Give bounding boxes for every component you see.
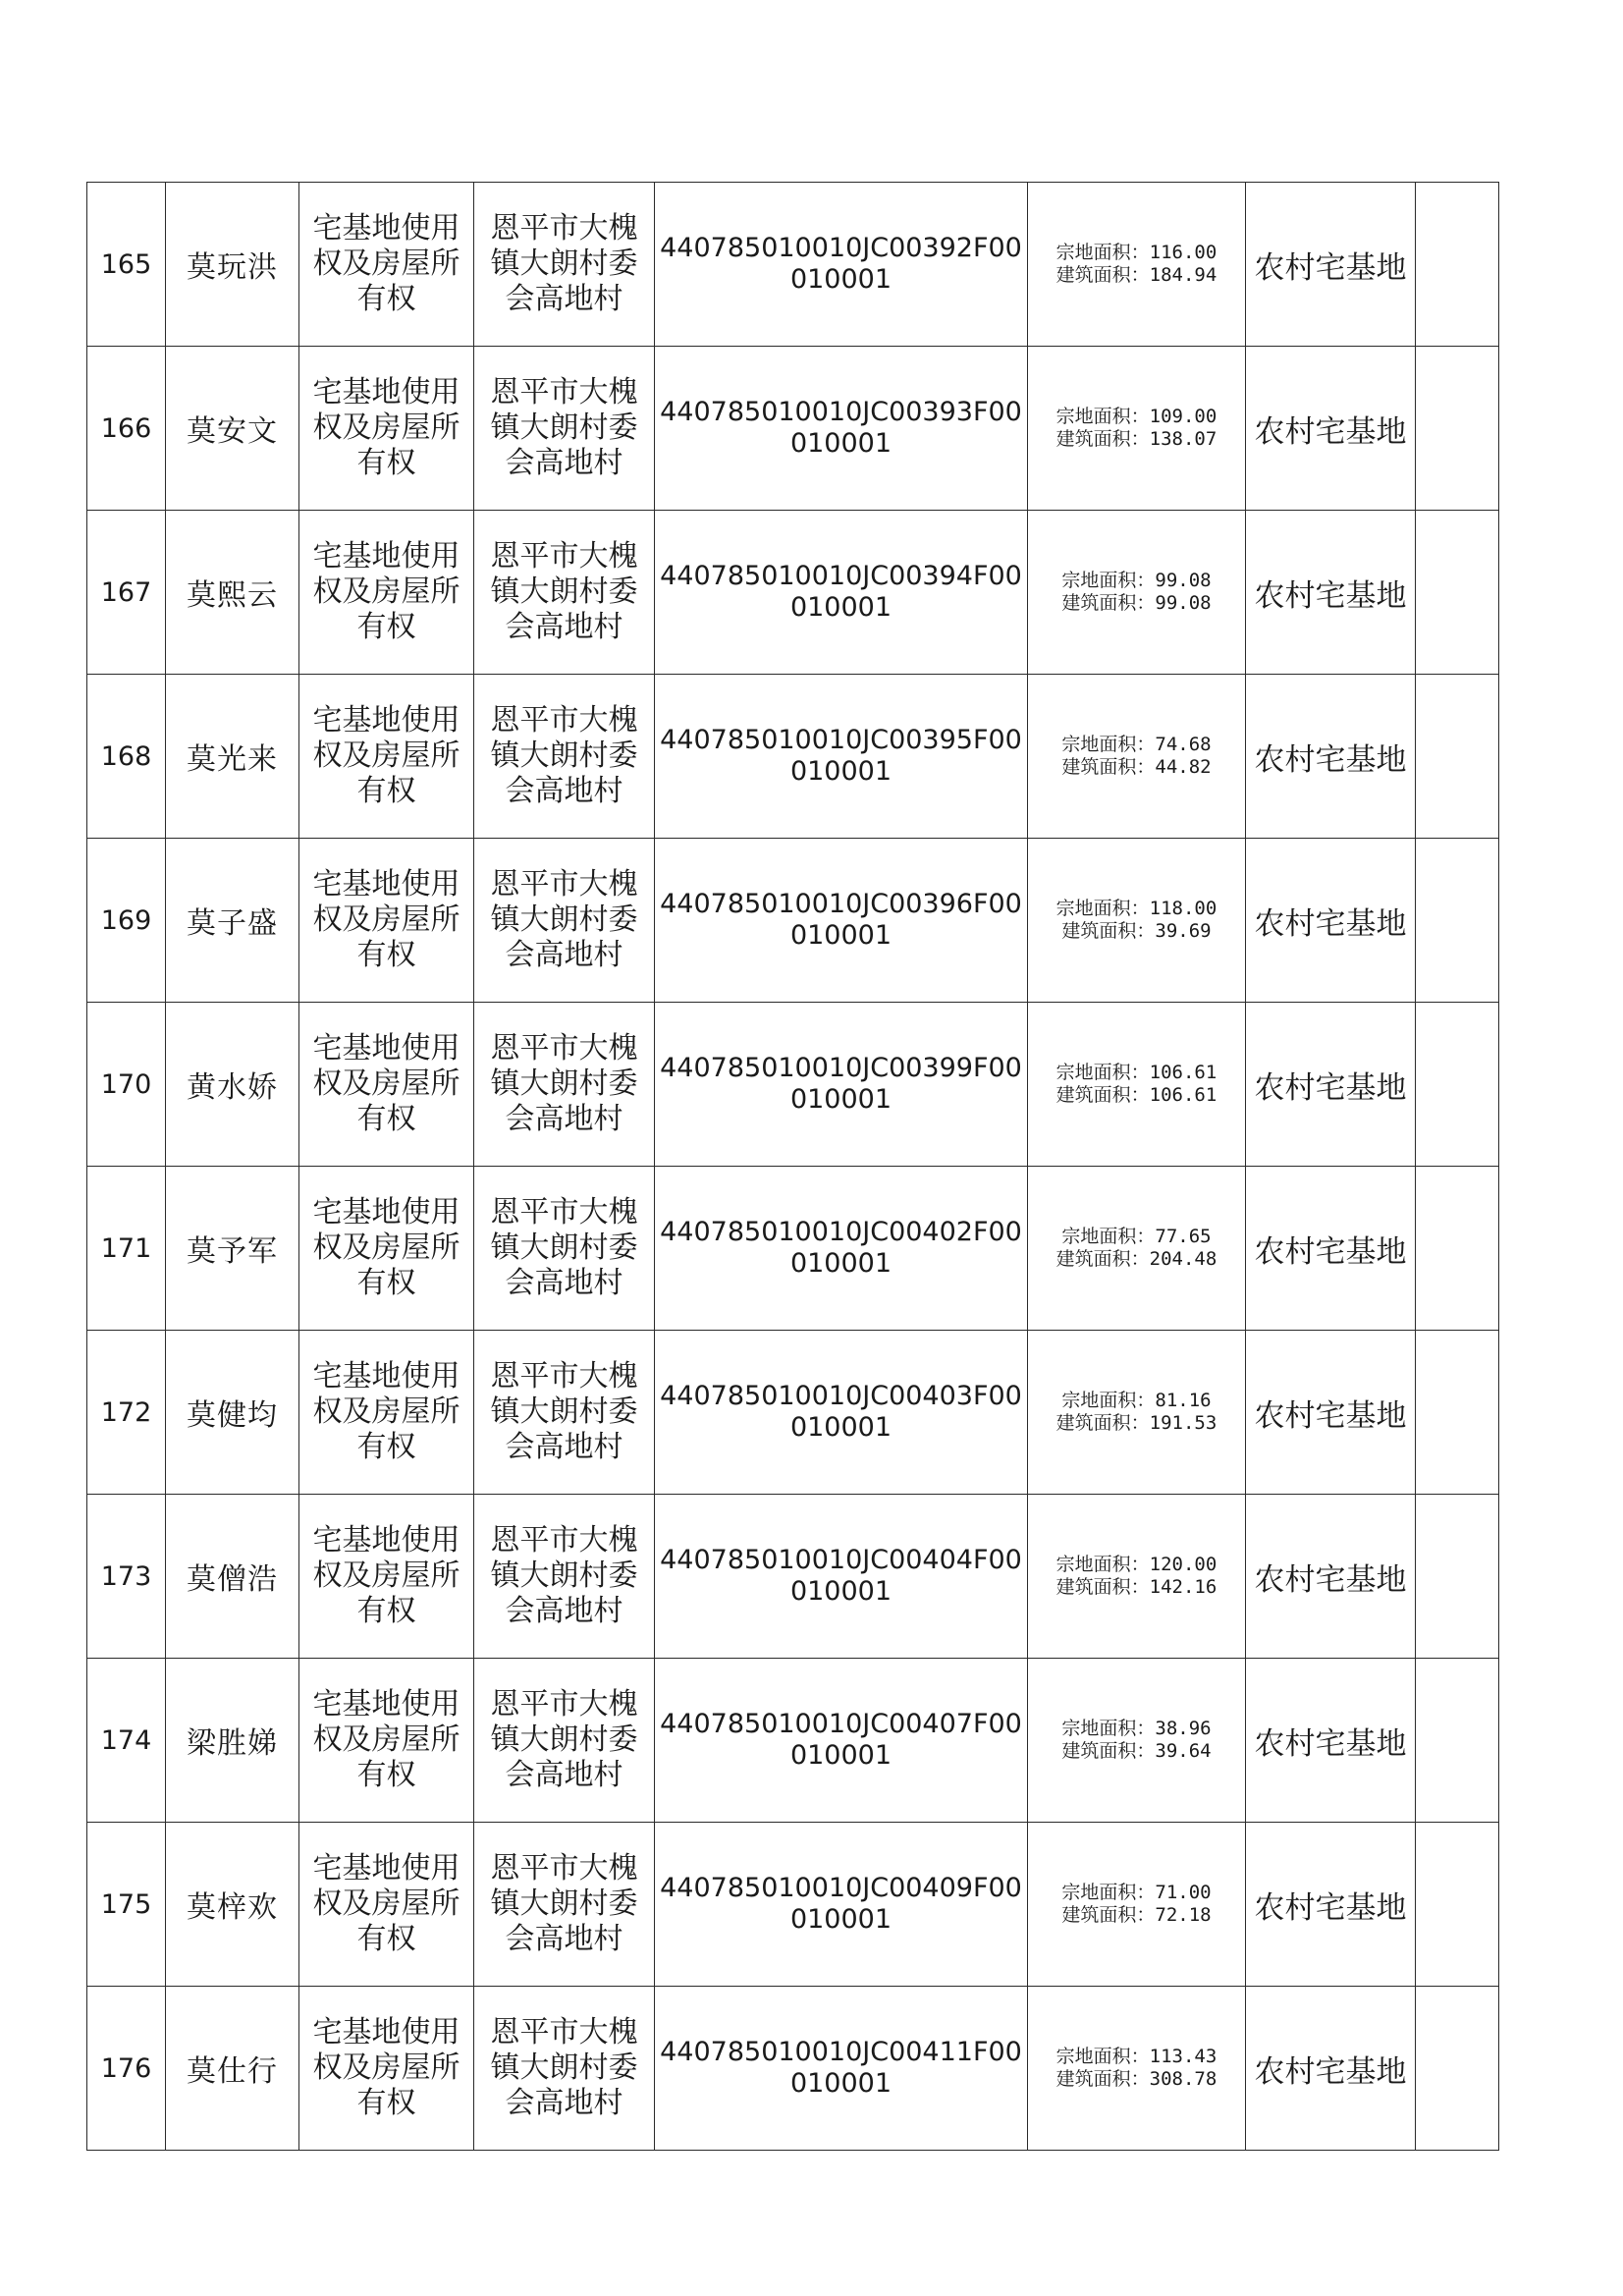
right-type: 宅基地使用权及房屋所有权 — [299, 511, 474, 675]
land-use: 农村宅基地 — [1246, 1823, 1416, 1987]
land-use: 农村宅基地 — [1246, 1659, 1416, 1823]
land-use: 农村宅基地 — [1246, 183, 1416, 347]
right-type: 宅基地使用权及房屋所有权 — [299, 1495, 474, 1659]
unit-code: 440785010010JC00393F00010001 — [655, 347, 1028, 511]
row-number: 171 — [87, 1167, 166, 1331]
land-use: 农村宅基地 — [1246, 511, 1416, 675]
owner-name: 莫健均 — [166, 1331, 299, 1495]
land-area: 宗地面积：116.00 — [1055, 242, 1217, 263]
table-row — [87, 347, 1499, 511]
right-type: 宅基地使用权及房屋所有权 — [299, 1823, 474, 1987]
unit-code: 440785010010JC00411F00010001 — [655, 1987, 1028, 2151]
land-area: 宗地面积：120.00 — [1055, 1554, 1217, 1575]
row-number: 173 — [87, 1495, 166, 1659]
area-cell — [1028, 1331, 1246, 1495]
land-area: 宗地面积：118.00 — [1055, 898, 1217, 919]
table-body — [87, 183, 1499, 2151]
area-cell — [1028, 1495, 1246, 1659]
land-area: 宗地面积：38.96 — [1061, 1718, 1212, 1739]
building-area: 建筑面积：99.08 — [1061, 592, 1212, 614]
unit-code: 440785010010JC00399F00010001 — [655, 1003, 1028, 1167]
property-location: 恩平市大槐镇大朗村委会高地村 — [474, 183, 655, 347]
property-location: 恩平市大槐镇大朗村委会高地村 — [474, 1167, 655, 1331]
building-area: 建筑面积：204.48 — [1055, 1248, 1217, 1270]
owner-name: 莫熙云 — [166, 511, 299, 675]
land-area: 宗地面积：113.43 — [1055, 2046, 1217, 2067]
area-cell — [1028, 839, 1246, 1003]
row-number: 165 — [87, 183, 166, 347]
area-cell — [1028, 1003, 1246, 1167]
table-row — [87, 1167, 1499, 1331]
area-cell — [1028, 1823, 1246, 1987]
land-area: 宗地面积：71.00 — [1061, 1882, 1212, 1903]
property-location: 恩平市大槐镇大朗村委会高地村 — [474, 511, 655, 675]
row-number: 174 — [87, 1659, 166, 1823]
building-area: 建筑面积：39.64 — [1061, 1740, 1212, 1762]
land-use: 农村宅基地 — [1246, 1331, 1416, 1495]
table-row — [87, 675, 1499, 839]
note-cell — [1416, 183, 1499, 347]
note-cell — [1416, 347, 1499, 511]
unit-code: 440785010010JC00395F00010001 — [655, 675, 1028, 839]
table-row — [87, 1003, 1499, 1167]
table-row — [87, 1331, 1499, 1495]
building-area: 建筑面积：184.94 — [1055, 264, 1217, 286]
unit-code: 440785010010JC00403F00010001 — [655, 1331, 1028, 1495]
row-number: 172 — [87, 1331, 166, 1495]
property-location: 恩平市大槐镇大朗村委会高地村 — [474, 1003, 655, 1167]
note-cell — [1416, 675, 1499, 839]
area-cell — [1028, 1167, 1246, 1331]
registry-table — [86, 182, 1499, 2151]
note-cell — [1416, 1167, 1499, 1331]
owner-name: 莫僧浩 — [166, 1495, 299, 1659]
building-area: 建筑面积：39.69 — [1061, 920, 1212, 942]
land-area: 宗地面积：109.00 — [1055, 406, 1217, 427]
land-use: 农村宅基地 — [1246, 1987, 1416, 2151]
area-cell — [1028, 183, 1246, 347]
property-location: 恩平市大槐镇大朗村委会高地村 — [474, 1987, 655, 2151]
land-use: 农村宅基地 — [1246, 1003, 1416, 1167]
owner-name: 莫仕行 — [166, 1987, 299, 2151]
land-use: 农村宅基地 — [1246, 347, 1416, 511]
unit-code: 440785010010JC00402F00010001 — [655, 1167, 1028, 1331]
property-location: 恩平市大槐镇大朗村委会高地村 — [474, 1823, 655, 1987]
area-cell — [1028, 1987, 1246, 2151]
building-area: 建筑面积：44.82 — [1061, 756, 1212, 778]
property-location: 恩平市大槐镇大朗村委会高地村 — [474, 1659, 655, 1823]
note-cell — [1416, 511, 1499, 675]
owner-name: 莫玩洪 — [166, 183, 299, 347]
land-area: 宗地面积：99.08 — [1061, 570, 1212, 591]
building-area: 建筑面积：308.78 — [1055, 2068, 1217, 2090]
row-number: 175 — [87, 1823, 166, 1987]
unit-code: 440785010010JC00396F00010001 — [655, 839, 1028, 1003]
row-number: 167 — [87, 511, 166, 675]
right-type: 宅基地使用权及房屋所有权 — [299, 1331, 474, 1495]
right-type: 宅基地使用权及房屋所有权 — [299, 183, 474, 347]
note-cell — [1416, 1987, 1499, 2151]
building-area: 建筑面积：191.53 — [1055, 1412, 1217, 1434]
note-cell — [1416, 1823, 1499, 1987]
property-location: 恩平市大槐镇大朗村委会高地村 — [474, 347, 655, 511]
owner-name: 莫安文 — [166, 347, 299, 511]
building-area: 建筑面积：142.16 — [1055, 1576, 1217, 1598]
land-use: 农村宅基地 — [1246, 839, 1416, 1003]
note-cell — [1416, 839, 1499, 1003]
property-location: 恩平市大槐镇大朗村委会高地村 — [474, 1495, 655, 1659]
note-cell — [1416, 1003, 1499, 1167]
right-type: 宅基地使用权及房屋所有权 — [299, 1987, 474, 2151]
land-use: 农村宅基地 — [1246, 1495, 1416, 1659]
area-cell — [1028, 511, 1246, 675]
land-area: 宗地面积：106.61 — [1055, 1062, 1217, 1083]
table-row — [87, 839, 1499, 1003]
right-type: 宅基地使用权及房屋所有权 — [299, 347, 474, 511]
table-row — [87, 1987, 1499, 2151]
property-location: 恩平市大槐镇大朗村委会高地村 — [474, 839, 655, 1003]
right-type: 宅基地使用权及房屋所有权 — [299, 1003, 474, 1167]
building-area: 建筑面积：138.07 — [1055, 428, 1217, 450]
right-type: 宅基地使用权及房屋所有权 — [299, 839, 474, 1003]
building-area: 建筑面积：106.61 — [1055, 1084, 1217, 1106]
row-number: 168 — [87, 675, 166, 839]
unit-code: 440785010010JC00394F00010001 — [655, 511, 1028, 675]
right-type: 宅基地使用权及房屋所有权 — [299, 1167, 474, 1331]
unit-code: 440785010010JC00404F00010001 — [655, 1495, 1028, 1659]
owner-name: 莫光来 — [166, 675, 299, 839]
area-cell — [1028, 347, 1246, 511]
land-use: 农村宅基地 — [1246, 1167, 1416, 1331]
land-use: 农村宅基地 — [1246, 675, 1416, 839]
table-row — [87, 1659, 1499, 1823]
row-number: 169 — [87, 839, 166, 1003]
land-area: 宗地面积：81.16 — [1061, 1390, 1212, 1411]
unit-code: 440785010010JC00407F00010001 — [655, 1659, 1028, 1823]
note-cell — [1416, 1331, 1499, 1495]
property-location: 恩平市大槐镇大朗村委会高地村 — [474, 1331, 655, 1495]
property-location: 恩平市大槐镇大朗村委会高地村 — [474, 675, 655, 839]
row-number: 176 — [87, 1987, 166, 2151]
row-number: 166 — [87, 347, 166, 511]
row-number: 170 — [87, 1003, 166, 1167]
note-cell — [1416, 1495, 1499, 1659]
building-area: 建筑面积：72.18 — [1061, 1904, 1212, 1926]
table-row — [87, 511, 1499, 675]
owner-name: 梁胜娣 — [166, 1659, 299, 1823]
table-row — [87, 1823, 1499, 1987]
owner-name: 莫梓欢 — [166, 1823, 299, 1987]
right-type: 宅基地使用权及房屋所有权 — [299, 675, 474, 839]
area-cell — [1028, 1659, 1246, 1823]
table-row — [87, 1495, 1499, 1659]
document-page — [86, 182, 1498, 2151]
land-area: 宗地面积：74.68 — [1061, 734, 1212, 755]
note-cell — [1416, 1659, 1499, 1823]
owner-name: 莫子盛 — [166, 839, 299, 1003]
unit-code: 440785010010JC00409F00010001 — [655, 1823, 1028, 1987]
unit-code: 440785010010JC00392F00010001 — [655, 183, 1028, 347]
land-area: 宗地面积：77.65 — [1061, 1226, 1212, 1247]
owner-name: 莫予军 — [166, 1167, 299, 1331]
owner-name: 黄水娇 — [166, 1003, 299, 1167]
right-type: 宅基地使用权及房屋所有权 — [299, 1659, 474, 1823]
table-row — [87, 183, 1499, 347]
area-cell — [1028, 675, 1246, 839]
